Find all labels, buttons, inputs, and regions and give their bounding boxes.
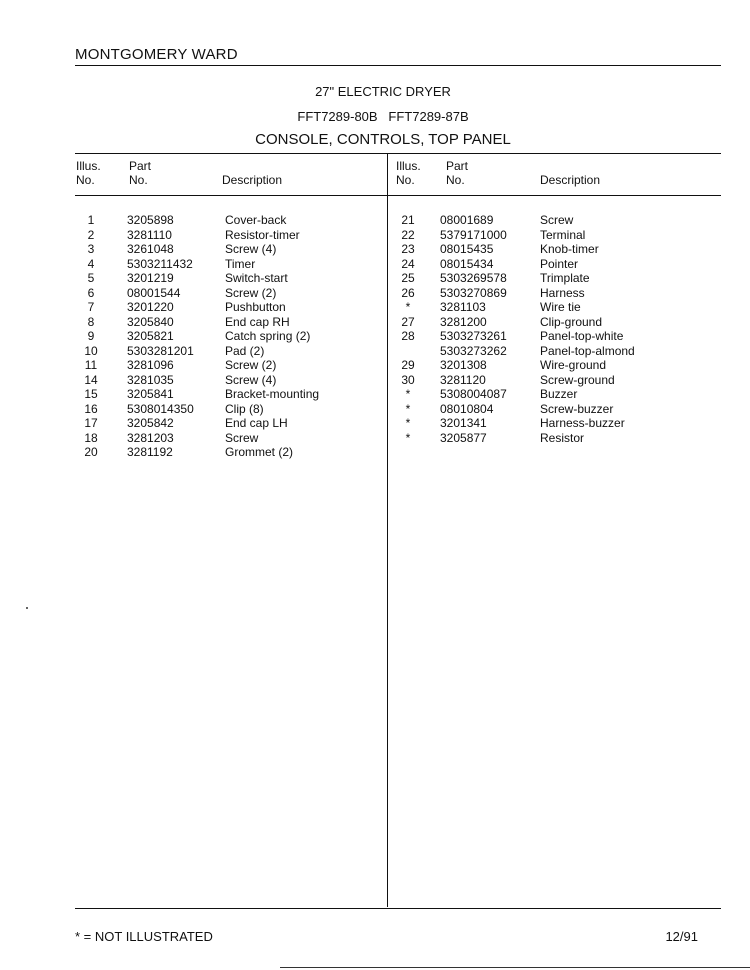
part-description: Screw — [225, 430, 259, 445]
table-row — [0, 286, 750, 301]
part-description: Screw (2) — [225, 358, 277, 372]
part-description: Trimplate — [540, 271, 590, 285]
part-header-line1: Part — [446, 159, 469, 173]
table-row — [0, 257, 750, 272]
scan-speck — [26, 607, 28, 609]
part-description: Clip-ground — [540, 314, 603, 329]
revision-date: 12/91 — [665, 929, 698, 944]
illus-number: 23 — [401, 242, 415, 256]
illus-number: 17 — [84, 416, 98, 430]
footnote-not-illustrated: * = NOT ILLUSTRATED — [75, 929, 213, 944]
illus-number: 14 — [84, 372, 98, 387]
illus-header-line2: No. — [76, 173, 95, 187]
illus-number: 10 — [84, 343, 98, 358]
part-description: Knob-timer — [540, 242, 599, 256]
table-row — [0, 445, 750, 460]
illus-number: 26 — [401, 285, 415, 300]
part-number: 3281110 — [127, 227, 172, 242]
part-number: 08015434 — [440, 256, 494, 271]
illus-number: 21 — [401, 213, 415, 227]
part-number: 3281203 — [127, 430, 174, 445]
table-row — [0, 373, 750, 388]
part-description: End cap LH — [225, 416, 288, 430]
part-header-line2: No. — [129, 173, 148, 187]
table-row — [0, 315, 750, 330]
table-row — [0, 242, 750, 257]
illus-number: 27 — [401, 314, 415, 329]
right-description-header: Description — [540, 173, 601, 187]
part-description: Harness — [540, 285, 585, 300]
part-description: Pushbutton — [225, 300, 286, 314]
part-description: Resistor-timer — [225, 227, 300, 242]
part-header-line1: Part — [129, 159, 152, 173]
illus-number: 20 — [84, 445, 98, 459]
part-number: 3201341 — [440, 416, 487, 430]
part-description: Terminal — [540, 227, 586, 242]
part-header-line2: No. — [446, 173, 465, 187]
illus-number: 6 — [87, 285, 95, 300]
left-description-header: Description — [222, 173, 283, 187]
part-number: 08010804 — [440, 401, 494, 416]
part-number: 3281035 — [127, 372, 174, 387]
illus-number: 3 — [87, 242, 95, 256]
part-description: Screw-buzzer — [540, 401, 614, 416]
illus-number: * — [405, 387, 411, 401]
part-number: 5308004087 — [440, 387, 507, 401]
illus-header-line1: Illus. — [76, 159, 101, 173]
part-description: Screw-ground — [540, 372, 615, 387]
table-row — [0, 431, 750, 446]
part-description: Panel-top-white — [540, 329, 624, 343]
part-number: 3281096 — [127, 358, 174, 372]
part-description: Harness-buzzer — [540, 416, 625, 430]
right-illus-header — [396, 159, 421, 187]
illus-number: * — [405, 430, 411, 445]
table-row — [0, 358, 750, 373]
part-description: Clip (8) — [225, 401, 264, 416]
part-number: 3205877 — [440, 430, 487, 445]
illus-number: 29 — [401, 358, 415, 372]
table-row — [0, 300, 750, 315]
illus-number: 25 — [401, 271, 415, 285]
part-description: Screw — [540, 213, 574, 227]
bottom-rule — [75, 908, 721, 909]
illus-number: 4 — [87, 256, 95, 271]
part-number: 3281200 — [440, 314, 487, 329]
part-number: 3201220 — [127, 300, 174, 314]
part-number: 3205840 — [127, 314, 174, 329]
scan-edge-line — [280, 967, 750, 968]
illus-number: 18 — [84, 430, 98, 445]
part-description: Wire tie — [540, 300, 581, 314]
illus-number: 24 — [401, 256, 415, 271]
part-number: 3205841 — [127, 387, 174, 401]
left-illus-header — [76, 159, 101, 187]
part-description: Pointer — [540, 256, 579, 271]
illus-number: 2 — [87, 227, 95, 242]
part-description: Wire-ground — [540, 358, 607, 372]
illus-number: * — [405, 416, 411, 430]
right-part-header — [446, 159, 468, 187]
part-description: Screw (4) — [225, 242, 277, 256]
part-description: Resistor — [540, 430, 585, 445]
part-number: 5303273261 — [440, 329, 507, 343]
illus-number: * — [405, 300, 411, 314]
part-number: 5303270869 — [440, 285, 507, 300]
part-number: 08001689 — [440, 213, 494, 227]
illus-number: 16 — [84, 401, 98, 416]
illus-number: 9 — [87, 329, 95, 343]
table-header-rule — [75, 195, 721, 196]
model-numbers: FFT7289-80B FFT7289-87B — [297, 109, 469, 124]
illus-header-line1: Illus. — [396, 159, 421, 173]
table-row — [0, 416, 750, 431]
part-description: End cap RH — [225, 314, 290, 329]
part-description: Timer — [225, 256, 256, 271]
part-number: 08001544 — [127, 285, 181, 300]
table-row — [0, 228, 750, 243]
part-description: Cover-back — [225, 213, 287, 227]
part-number: 5303281201 — [127, 343, 194, 358]
part-number: 5303211432 — [127, 256, 193, 271]
illus-number: 15 — [84, 387, 98, 401]
part-number: 3281192 — [127, 445, 173, 459]
part-number: 5308014350 — [127, 401, 194, 416]
illus-number: 7 — [87, 300, 95, 314]
illus-number: 1 — [87, 213, 95, 227]
part-description: Screw (2) — [225, 285, 277, 300]
table-row — [0, 387, 750, 402]
part-number: 5303269578 — [440, 271, 507, 285]
part-number: 3201219 — [127, 271, 174, 285]
part-number: 3261048 — [127, 242, 174, 256]
illus-number: 5 — [87, 271, 95, 285]
table-row — [0, 329, 750, 344]
top-rule — [75, 65, 721, 66]
part-number: 5379171000 — [440, 227, 507, 242]
part-description: Catch spring (2) — [225, 329, 311, 343]
product-title: 27" ELECTRIC DRYER — [315, 84, 451, 99]
part-description: Pad (2) — [225, 343, 265, 358]
part-description: Buzzer — [540, 387, 578, 401]
left-part-header — [129, 159, 151, 187]
part-number: 3201308 — [440, 358, 487, 372]
illus-number: 8 — [87, 314, 95, 329]
table-row — [0, 213, 750, 228]
part-number: 3281103 — [440, 300, 486, 314]
part-number: 3281120 — [440, 372, 486, 387]
illus-number: * — [405, 401, 411, 416]
part-number: 3205898 — [127, 213, 174, 227]
part-number: 5303273262 — [440, 343, 507, 358]
illus-header-line2: No. — [396, 173, 415, 187]
illus-number: 11 — [84, 358, 98, 372]
part-description: Grommet (2) — [225, 445, 294, 459]
part-number: 08015435 — [440, 242, 494, 256]
section-title: CONSOLE, CONTROLS, TOP PANEL — [255, 131, 511, 148]
illus-number: 30 — [401, 372, 415, 387]
part-number: 3205842 — [127, 416, 174, 430]
part-description: Switch-start — [225, 271, 288, 285]
part-number: 3205821 — [127, 329, 174, 343]
table-row — [0, 402, 750, 417]
table-top-rule — [75, 153, 721, 154]
illus-number: 22 — [401, 227, 415, 242]
part-description: Bracket-mounting — [225, 387, 320, 401]
brand-name: MONTGOMERY WARD — [75, 46, 238, 63]
table-row — [0, 344, 750, 359]
part-description: Screw (4) — [225, 372, 277, 387]
part-description: Panel-top-almond — [540, 343, 635, 358]
table-row — [0, 271, 750, 286]
illus-number: 28 — [401, 329, 415, 343]
